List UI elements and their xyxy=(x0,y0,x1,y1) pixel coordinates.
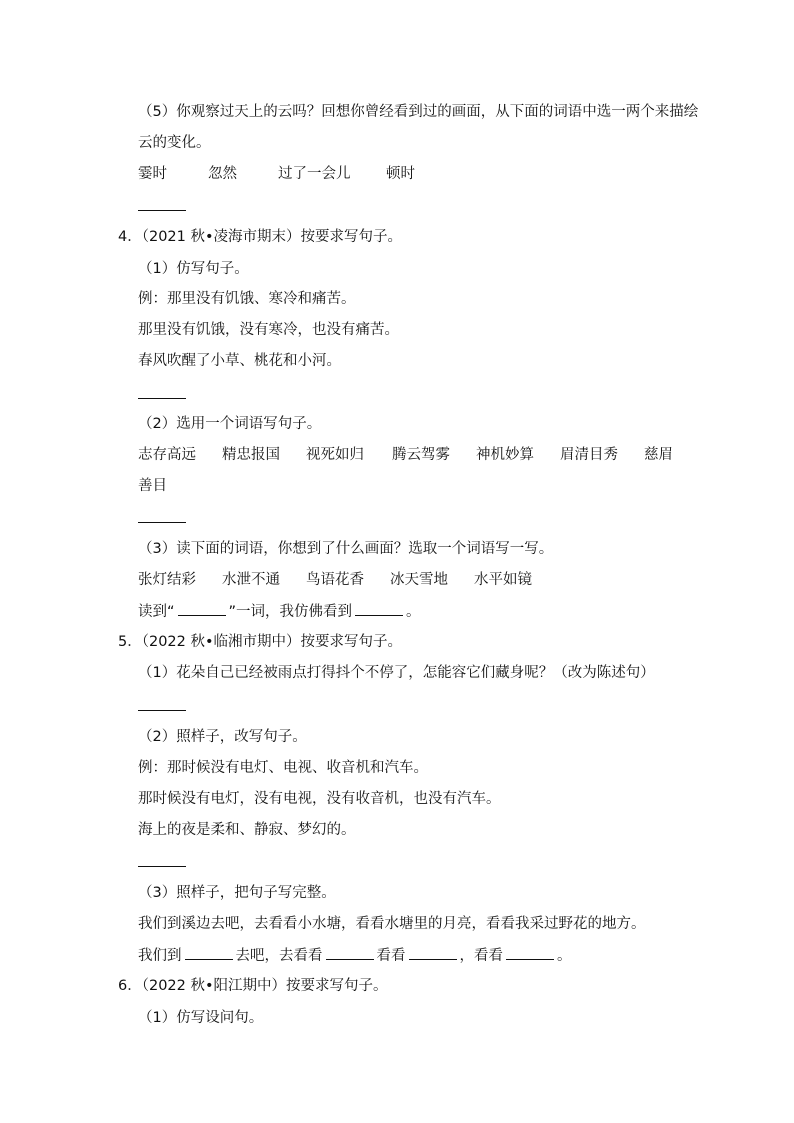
q4-p2-words xyxy=(138,445,673,465)
q4-p1-task: 春风吹醒了小草、桃花和小河。 xyxy=(138,353,341,369)
fill-blank[interactable] xyxy=(355,601,403,616)
word-option: 腾云驾雾 xyxy=(392,447,450,463)
q4-p3-sentence xyxy=(138,601,421,622)
q5-p2-example: 例：那时候没有电灯、电视、收音机和汽车。 xyxy=(138,760,428,776)
q4-p3-title: （3）读下面的词语，你想到了什么画面？选取一个词语写一写。 xyxy=(138,541,554,557)
q6-p1-title: （1）仿写设问句。 xyxy=(138,1010,264,1026)
q5-header: 5．（2022 秋•临湘市期中）按要求写句子。 xyxy=(118,634,403,650)
sentence-text: 看看 xyxy=(376,948,406,964)
fill-blank[interactable] xyxy=(185,945,233,960)
word-option: 鸟语花香 xyxy=(306,572,364,588)
word-option: 志存高远 xyxy=(138,447,196,463)
q4-header: 4．（2021 秋•凌海市期末）按要求写句子。 xyxy=(118,229,403,245)
sentence-text: 读到“ xyxy=(138,604,175,620)
word-option: 水泄不通 xyxy=(222,572,280,588)
word-option: 水平如镜 xyxy=(474,572,532,588)
q5-p2-task: 海上的夜是柔和、静寂、梦幻的。 xyxy=(138,822,356,838)
q5-p3-title: （3）照样子，把句子写完整。 xyxy=(138,885,336,901)
sentence-text: ，看看 xyxy=(459,948,503,964)
answer-line[interactable] xyxy=(138,866,186,867)
q3-p5-line1: （5）你观察过天上的云吗？回想你曾经看到过的画面，从下面的词语中选一两个来描绘 xyxy=(138,104,699,120)
word-option: 眉清目秀 xyxy=(560,447,618,463)
q4-p3-words xyxy=(138,570,532,590)
answer-line[interactable] xyxy=(138,522,186,523)
sentence-text: ”一词，我仿佛看到 xyxy=(228,604,353,620)
q5-p1: （1）花朵自己已经被雨点打得抖个不停了，怎能容它们藏身呢？（改为陈述句） xyxy=(138,665,655,681)
q6-header: 6．（2022 秋•阳江期中）按要求写句子。 xyxy=(118,978,388,994)
word-option: 视死如归 xyxy=(306,447,364,463)
q5-p3-sentence xyxy=(138,945,572,966)
sentence-text: 我们到 xyxy=(138,948,182,964)
answer-line[interactable] xyxy=(138,398,186,399)
q4-p1-title: （1）仿写句子。 xyxy=(138,261,249,277)
q4-p2-wrap: 善目 xyxy=(138,478,167,494)
word-option: 过了一会儿 xyxy=(278,166,351,182)
q5-p2-title: （2）照样子，改写句子。 xyxy=(138,729,307,745)
word-option: 忽然 xyxy=(208,166,237,182)
word-option: 张灯结彩 xyxy=(138,572,196,588)
fill-blank[interactable] xyxy=(409,945,457,960)
word-option: 顿时 xyxy=(386,166,415,182)
word-option: 冰天雪地 xyxy=(390,572,448,588)
q5-p3-example: 我们到溪边去吧，去看看小水塘，看看水塘里的月亮，看看我采过野花的地方。 xyxy=(138,916,646,932)
word-option: 神机妙算 xyxy=(476,447,534,463)
word-option: 精忠报国 xyxy=(222,447,280,463)
q5-p2-example2: 那时候没有电灯，没有电视，没有收音机，也没有汽车。 xyxy=(138,791,501,807)
q4-p1-example: 例：那里没有饥饿、寒冷和痛苦。 xyxy=(138,291,356,307)
q3-p5-words xyxy=(138,164,415,184)
fill-blank[interactable] xyxy=(326,945,374,960)
fill-blank[interactable] xyxy=(178,601,226,616)
answer-line[interactable] xyxy=(138,710,186,711)
answer-line[interactable] xyxy=(138,210,186,211)
sentence-text: 。 xyxy=(557,948,572,964)
q4-p1-example2: 那里没有饥饿，没有寒冷，也没有痛苦。 xyxy=(138,322,399,338)
q3-p5-line2: 云的变化。 xyxy=(138,135,211,151)
fill-blank[interactable] xyxy=(506,945,554,960)
sentence-text: 去吧，去看看 xyxy=(235,948,323,964)
word-option: 慈眉 xyxy=(644,447,673,463)
word-option: 霎时 xyxy=(138,166,167,182)
sentence-text: 。 xyxy=(406,604,421,620)
q4-p2-title: （2）选用一个词语写句子。 xyxy=(138,416,322,432)
